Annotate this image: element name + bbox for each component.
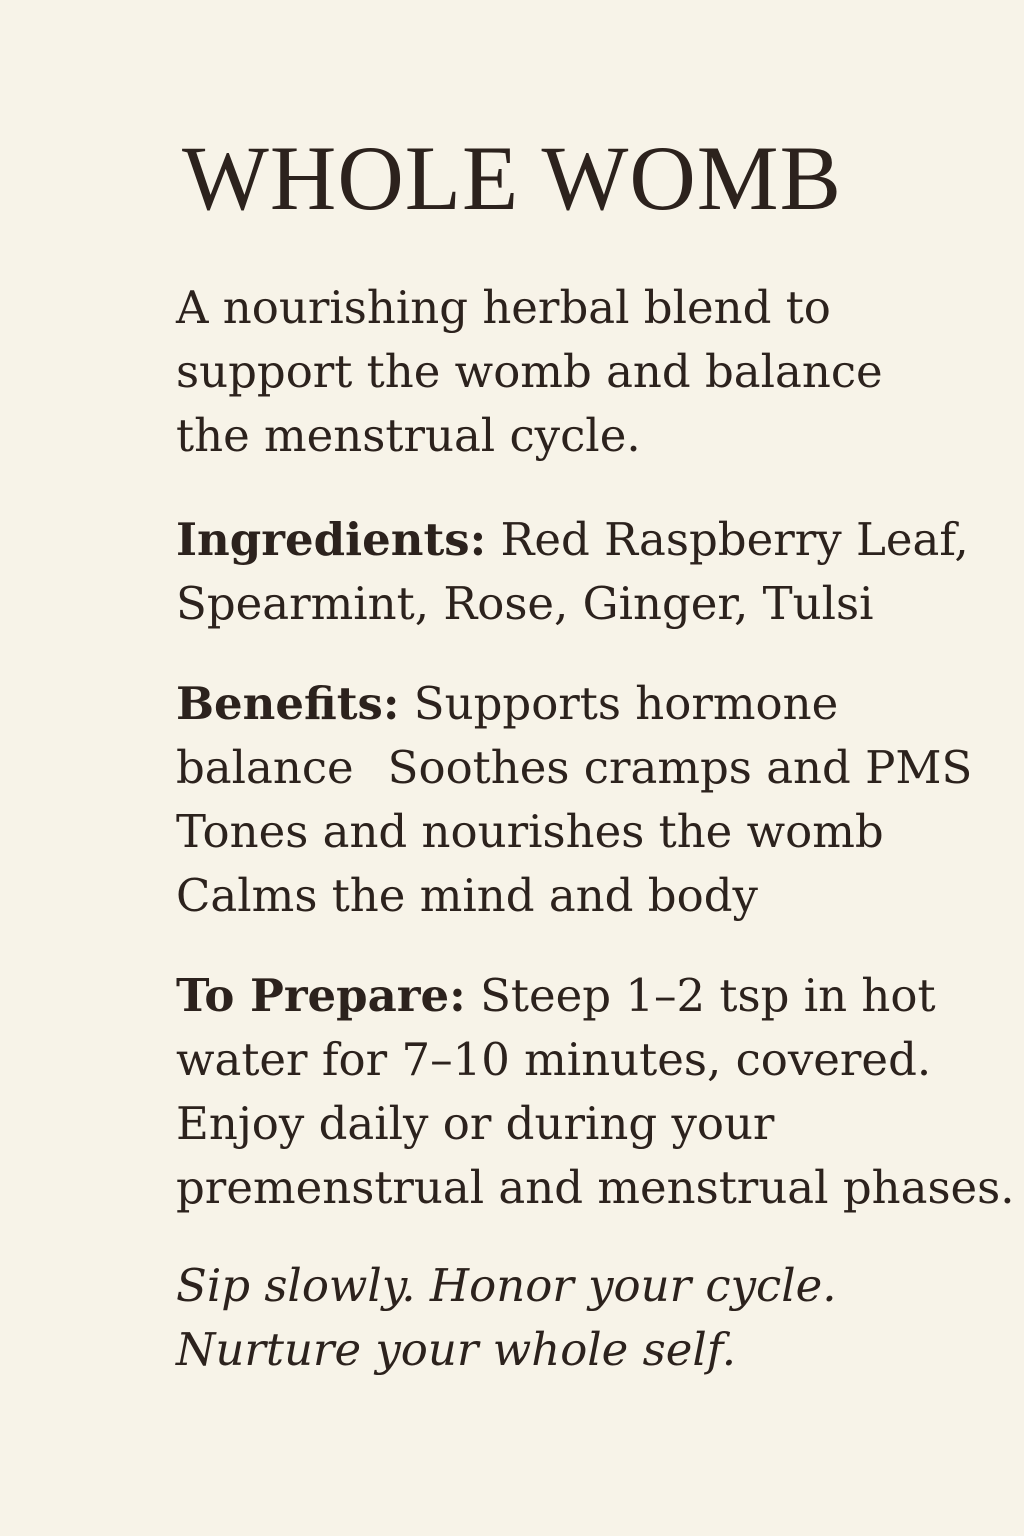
closing-tagline — [176, 1254, 976, 1382]
benefit-cramps-text: Soothes cramps and PMS — [387, 741, 973, 794]
benefits-line-1 — [176, 672, 976, 736]
intro-line-2: support the womb and balance — [176, 345, 883, 398]
benefits-line-4: Calms the mind and body — [176, 869, 758, 922]
intro-line-3: the menstrual cycle. — [176, 409, 641, 462]
preparation-text-1: Steep 1–2 tsp in hot — [465, 969, 936, 1022]
tagline-line-1: Sip slowly. Honor your cycle. — [176, 1259, 837, 1312]
benefits-section — [176, 672, 976, 928]
benefits-line-2 — [176, 736, 976, 800]
benefits-label: Benefits: — [176, 677, 400, 730]
benefit-balance-text: balance — [176, 741, 354, 794]
ingredients-text-1: Red Raspberry Leaf, — [486, 513, 969, 566]
ingredients-label: Ingredients: — [176, 513, 487, 566]
intro-line-1: A nourishing herbal blend to — [176, 281, 831, 334]
preparation-line-4: premenstrual and menstrual phases. — [176, 1161, 1015, 1214]
preparation-line-2: water for 7–10 minutes, covered. — [176, 1033, 932, 1086]
benefits-line-3: Tones and nourishes the womb — [176, 805, 884, 858]
ingredients-text-2: Spearmint, Rose, Ginger, Tulsi — [176, 577, 874, 630]
preparation-line-3: Enjoy daily or during your — [176, 1097, 775, 1150]
preparation-label: To Prepare: — [176, 969, 466, 1022]
tagline-line-2: Nurture your whole self. — [176, 1323, 737, 1376]
ingredients-line-1 — [176, 508, 976, 572]
benefits-text-1: Supports hormone — [399, 677, 839, 730]
product-description — [176, 276, 1015, 1382]
preparation-line-1 — [176, 964, 976, 1028]
product-title: WHOLE WOMB — [182, 127, 842, 229]
ingredients-section — [176, 508, 976, 636]
preparation-section — [176, 964, 1015, 1220]
intro-description — [176, 276, 976, 468]
